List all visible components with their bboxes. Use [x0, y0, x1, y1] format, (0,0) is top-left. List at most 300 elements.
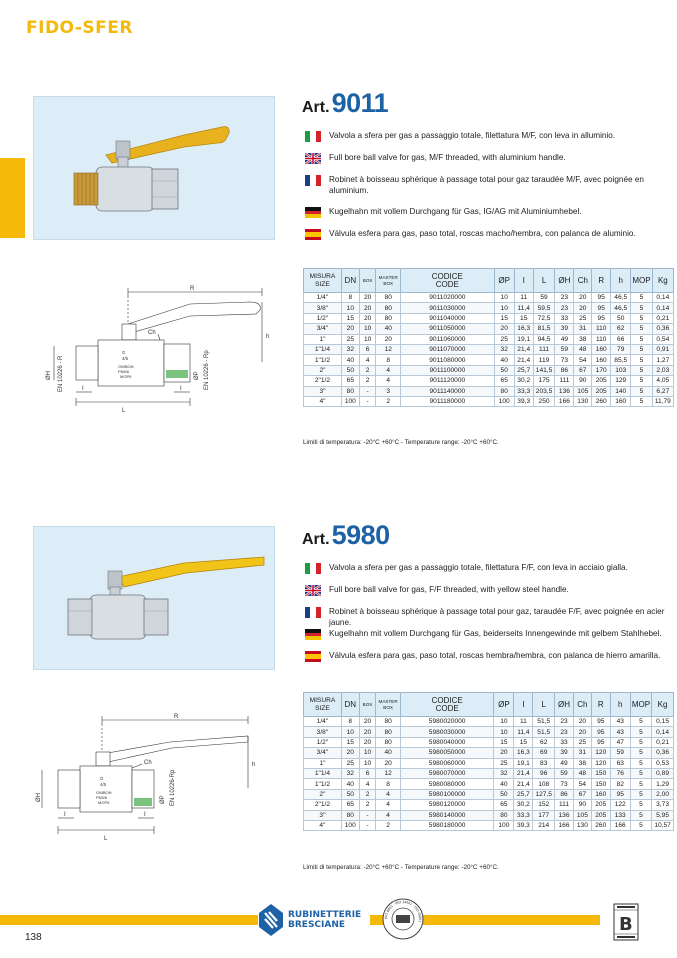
- table-cell: 4: [359, 355, 376, 365]
- table-cell: 205: [591, 800, 610, 810]
- table-cell: 1"1/2: [304, 355, 342, 365]
- table-cell: 39,3: [514, 820, 533, 830]
- table-cell: 8: [341, 717, 359, 727]
- table-cell: 20: [494, 748, 514, 758]
- col-h: h: [610, 693, 630, 717]
- table-cell: 31: [573, 748, 591, 758]
- table-cell: 9011050000: [401, 324, 495, 334]
- table-cell: 3": [304, 386, 342, 396]
- table-cell: 5980060000: [400, 758, 494, 768]
- table-cell: 39: [555, 324, 574, 334]
- table-cell: 100: [494, 396, 514, 406]
- table-cell: 32: [341, 768, 359, 778]
- table-row: [304, 810, 674, 820]
- table-body: [304, 717, 674, 831]
- french-flag-icon: [305, 175, 321, 186]
- technical-drawing-9011: [30, 282, 292, 422]
- table-cell: 40: [376, 324, 401, 334]
- table-cell: 250: [533, 396, 555, 406]
- table-cell: 5980100000: [400, 789, 494, 799]
- table-cell: 4": [304, 820, 342, 830]
- table-cell: 133: [610, 810, 630, 820]
- table-cell: 31: [574, 324, 592, 334]
- table-cell: 0,14: [652, 293, 673, 303]
- table-cell: 25: [494, 334, 514, 344]
- col-kg: Kg: [652, 693, 674, 717]
- table-cell: 5,95: [652, 810, 674, 820]
- table-cell: 15: [341, 737, 359, 747]
- table-cell: 9011070000: [401, 344, 495, 354]
- german-flag-icon: [305, 629, 321, 640]
- table-cell: 8: [376, 779, 400, 789]
- description-text: Valvola a sfera per gas a passaggio totale, filettatura M/F, con leva in alluminio.: [329, 131, 616, 140]
- table-cell: 100: [494, 820, 514, 830]
- table-cell: 152: [533, 800, 555, 810]
- table-cell: 94,5: [533, 334, 555, 344]
- valve-mark: GWBON: [96, 790, 112, 795]
- spec-table-9011: [303, 268, 674, 407]
- table-cell: 160: [592, 344, 611, 354]
- description-fr: [305, 174, 665, 196]
- table-cell: 0,21: [652, 737, 674, 747]
- table-cell: 86: [555, 789, 574, 799]
- description-text: Full bore ball valve for gas, M/F threaded, with aluminium handle.: [329, 153, 566, 162]
- table-cell: 122: [610, 800, 630, 810]
- table-cell: 51,5: [533, 717, 555, 727]
- table-cell: 5: [630, 800, 651, 810]
- table-cell: 25,7: [514, 365, 533, 375]
- dim-h-label: h: [266, 334, 270, 340]
- table-cell: 0,54: [652, 334, 673, 344]
- col-op: ØP: [494, 269, 514, 293]
- valve-mark: 4/5: [100, 782, 107, 787]
- table-cell: 105: [573, 810, 591, 820]
- table-cell: 1": [304, 334, 342, 344]
- table-cell: 5980070000: [400, 768, 494, 778]
- table-cell: 141,5: [533, 365, 555, 375]
- table-header-row: [304, 693, 674, 717]
- table-cell: 50: [341, 789, 359, 799]
- description-text: Robinet à boisseau sphérique à passage total pour gaz taraudée M/F, avec poignée en aluminium.: [329, 175, 644, 195]
- table-cell: 95: [610, 789, 630, 799]
- table-cell: 65: [341, 800, 359, 810]
- table-cell: 105: [574, 386, 592, 396]
- table-cell: 40: [494, 355, 514, 365]
- dim-i-label: I: [82, 386, 84, 392]
- table-cell: 11,4: [514, 303, 533, 313]
- product-photo-9011: [33, 96, 275, 240]
- table-cell: 73: [555, 355, 574, 365]
- table-cell: 19,1: [514, 758, 533, 768]
- table-cell: 20: [359, 303, 376, 313]
- table-cell: 82: [610, 779, 630, 789]
- col-dn: DN: [341, 269, 359, 293]
- col-r: R: [592, 269, 611, 293]
- product-photo-5980: [33, 526, 275, 670]
- table-cell: 6: [359, 344, 376, 354]
- table-cell: 50: [494, 789, 514, 799]
- table-row: [304, 293, 674, 303]
- table-cell: 23: [555, 727, 574, 737]
- iso-seal-text: ISO 9001 · ISO 14001 · ISO 45001: [383, 899, 423, 923]
- bonomi-group-stamp: [613, 903, 639, 941]
- table-cell: 67: [574, 365, 592, 375]
- table-cell: 23: [555, 717, 574, 727]
- table-cell: 67: [573, 789, 591, 799]
- table-cell: 66: [611, 334, 631, 344]
- table-cell: 170: [592, 365, 611, 375]
- col-kg: Kg: [652, 269, 673, 293]
- table-cell: 111: [555, 376, 574, 386]
- logo-line-1: RUBINETTERIE: [288, 910, 362, 920]
- uk-flag-icon: [305, 153, 321, 164]
- table-cell: 5: [630, 820, 651, 830]
- table-cell: 100: [341, 396, 359, 406]
- col-oh: ØH: [555, 693, 574, 717]
- temperature-note: Limiti di temperatura: -20°C +60°C - Temperature range: -20°C +60°C.: [303, 864, 499, 871]
- table-row: [304, 396, 674, 406]
- table-cell: 59: [555, 344, 574, 354]
- table-row: [304, 344, 674, 354]
- table-row: [304, 789, 674, 799]
- table-cell: 20: [341, 324, 359, 334]
- table-cell: 21,4: [514, 355, 533, 365]
- table-cell: 80: [341, 810, 359, 820]
- table-cell: 5980050000: [400, 748, 494, 758]
- table-cell: 95: [592, 303, 611, 313]
- table-cell: 80: [376, 727, 400, 737]
- table-cell: 5: [630, 737, 651, 747]
- table-cell: 30,2: [514, 800, 533, 810]
- table-cell: 20: [573, 727, 591, 737]
- col-op: ØP: [494, 693, 514, 717]
- table-cell: 25,7: [514, 789, 533, 799]
- technical-drawing-5980: [30, 706, 292, 846]
- table-cell: 95: [591, 717, 610, 727]
- table-cell: 5980080000: [400, 779, 494, 789]
- table-cell: 3": [304, 810, 342, 820]
- table-cell: 127,5: [533, 789, 555, 799]
- table-cell: 130: [574, 396, 592, 406]
- table-cell: 0,14: [652, 303, 673, 313]
- table-cell: 1/2": [304, 313, 342, 323]
- table-cell: 160: [611, 396, 631, 406]
- company-logo: [258, 900, 370, 940]
- table-cell: 5: [631, 396, 652, 406]
- table-cell: 80: [376, 717, 400, 727]
- dim-r-label: R: [190, 286, 195, 292]
- table-cell: 2"1/2: [304, 376, 342, 386]
- table-cell: 177: [533, 810, 555, 820]
- description-es: [305, 650, 665, 662]
- table-cell: 23: [555, 303, 574, 313]
- dim-l-label: L: [122, 408, 126, 414]
- table-cell: 0,36: [652, 748, 674, 758]
- table-cell: 1,29: [652, 779, 674, 789]
- table-cell: 32: [494, 344, 514, 354]
- dim-r-label: R: [174, 714, 179, 720]
- table-row: [304, 758, 674, 768]
- table-cell: 130: [573, 820, 591, 830]
- table-cell: 4: [376, 365, 401, 375]
- table-cell: 12: [376, 344, 401, 354]
- table-cell: 40: [341, 779, 359, 789]
- table-cell: 5: [630, 758, 651, 768]
- table-cell: 16,3: [514, 748, 533, 758]
- table-cell: 120: [591, 748, 610, 758]
- table-row: [304, 800, 674, 810]
- table-cell: 150: [591, 768, 610, 778]
- table-cell: 90: [573, 800, 591, 810]
- table-cell: -: [359, 396, 376, 406]
- table-cell: 50: [341, 365, 359, 375]
- table-row: [304, 768, 674, 778]
- col-ch: Ch: [574, 269, 592, 293]
- italian-flag-icon: [305, 131, 321, 142]
- table-cell: 0,89: [652, 768, 674, 778]
- table-cell: 50: [494, 365, 514, 375]
- col-r: R: [591, 693, 610, 717]
- table-cell: 4": [304, 396, 342, 406]
- dim-ch-label: Ch: [144, 760, 152, 766]
- spanish-flag-icon: [305, 229, 321, 240]
- table-cell: 0,15: [652, 717, 674, 727]
- table-cell: 1"1/4: [304, 768, 342, 778]
- table-cell: 0,91: [652, 344, 673, 354]
- table-cell: 90: [574, 376, 592, 386]
- table-cell: 59,5: [533, 303, 555, 313]
- table-cell: 9011080000: [401, 355, 495, 365]
- table-cell: 6: [359, 768, 376, 778]
- table-cell: 12: [376, 768, 400, 778]
- table-cell: 1/4": [304, 293, 342, 303]
- article-number: 5980: [331, 520, 390, 550]
- table-cell: 0,21: [652, 313, 673, 323]
- description-en: [305, 584, 665, 596]
- table-cell: 10: [359, 758, 376, 768]
- table-cell: 1": [304, 758, 342, 768]
- dim-h-label: h: [252, 762, 256, 768]
- table-cell: 15: [494, 313, 514, 323]
- description-text: Kugelhahn mit vollem Durchgang für Gas, beiderseits Innengewinde mit gelbem Stahlhebel.: [329, 629, 662, 638]
- col-dn: DN: [341, 693, 359, 717]
- table-cell: 205: [592, 386, 611, 396]
- table-cell: 0,36: [652, 324, 673, 334]
- table-cell: 95: [592, 293, 611, 303]
- table-cell: 3/8": [304, 727, 342, 737]
- dim-ch-label: Ch: [148, 330, 156, 336]
- table-cell: 4: [376, 789, 400, 799]
- uk-flag-icon: [305, 585, 321, 596]
- table-cell: 260: [592, 396, 611, 406]
- table-cell: 1/4": [304, 717, 342, 727]
- table-cell: 39: [555, 748, 574, 758]
- table-cell: 46,5: [611, 293, 631, 303]
- table-cell: 3/8": [304, 303, 342, 313]
- dim-oh-label: ØH: [46, 371, 52, 380]
- table-cell: 15: [341, 313, 359, 323]
- logo-line-2: BRESCIANE: [288, 920, 346, 930]
- col-l: L: [533, 693, 555, 717]
- table-row: [304, 334, 674, 344]
- table-cell: 260: [591, 820, 610, 830]
- spanish-flag-icon: [305, 651, 321, 662]
- table-cell: 10: [494, 717, 514, 727]
- table-cell: 80: [494, 810, 514, 820]
- dim-op-label: ØP: [194, 371, 200, 380]
- table-cell: 20: [376, 758, 400, 768]
- col-misura: MISURA SIZE: [304, 269, 342, 293]
- table-cell: 2: [359, 800, 376, 810]
- table-cell: 9011040000: [401, 313, 495, 323]
- table-cell: 20: [573, 717, 591, 727]
- table-cell: 129: [611, 376, 631, 386]
- table-cell: 120: [591, 758, 610, 768]
- table-cell: 25: [341, 334, 359, 344]
- col-h: h: [611, 269, 631, 293]
- table-cell: 103: [611, 365, 631, 375]
- table-cell: -: [359, 810, 376, 820]
- col-oh: ØH: [555, 269, 574, 293]
- table-cell: 119: [533, 355, 555, 365]
- table-cell: 21,4: [514, 344, 533, 354]
- table-cell: 5: [631, 313, 652, 323]
- table-row: [304, 820, 674, 830]
- col-i: I: [514, 693, 533, 717]
- table-cell: 86: [555, 365, 574, 375]
- table-row: [304, 737, 674, 747]
- table-cell: 76: [610, 768, 630, 778]
- table-cell: 100: [341, 820, 359, 830]
- table-cell: 20: [359, 313, 376, 323]
- table-cell: 25: [574, 313, 592, 323]
- table-cell: -: [359, 386, 376, 396]
- table-cell: 166: [555, 396, 574, 406]
- table-cell: 166: [555, 820, 574, 830]
- table-cell: 95: [592, 313, 611, 323]
- ball-valve-aluminium-handle-icon: [34, 97, 276, 241]
- table-cell: 43: [610, 727, 630, 737]
- table-cell: 175: [533, 376, 555, 386]
- german-flag-icon: [305, 207, 321, 218]
- table-cell: 2: [376, 396, 401, 406]
- table-cell: 5: [631, 303, 652, 313]
- table-cell: 5980020000: [400, 717, 494, 727]
- table-cell: 23: [555, 293, 574, 303]
- table-cell: 10: [359, 748, 376, 758]
- table-cell: 5: [631, 293, 652, 303]
- table-cell: 81,5: [533, 324, 555, 334]
- table-cell: 160: [591, 789, 610, 799]
- table-cell: 49: [555, 758, 574, 768]
- table-cell: 59: [533, 293, 555, 303]
- table-cell: 5: [631, 365, 652, 375]
- table-cell: 33,3: [514, 386, 533, 396]
- table-cell: 10: [359, 324, 376, 334]
- col-box: BOX: [359, 269, 376, 293]
- dim-i-label: I: [180, 386, 182, 392]
- table-cell: 15: [494, 737, 514, 747]
- table-header-row: [304, 269, 674, 293]
- temperature-note: Limiti di temperatura: -20°C +60°C - Temperature range: -20°C +60°C.: [303, 439, 499, 446]
- col-mop: MOP: [630, 693, 651, 717]
- table-cell: 5: [630, 779, 651, 789]
- table-cell: 59: [555, 768, 574, 778]
- table-cell: 16,3: [514, 324, 533, 334]
- table-cell: 15: [514, 313, 533, 323]
- table-cell: 160: [592, 355, 611, 365]
- table-cell: 20: [376, 334, 401, 344]
- table-cell: 5: [631, 324, 652, 334]
- table-cell: 2: [359, 376, 376, 386]
- table-cell: 33: [555, 313, 574, 323]
- table-cell: 10: [494, 303, 514, 313]
- table-cell: 9011180000: [401, 396, 495, 406]
- table-cell: 65: [341, 376, 359, 386]
- table-cell: 10: [341, 303, 359, 313]
- table-cell: 20: [359, 293, 376, 303]
- table-cell: 21,4: [514, 768, 533, 778]
- thread-spec-label: EN 10226 - Rp: [204, 350, 210, 390]
- table-cell: 136: [555, 810, 574, 820]
- table-cell: 4: [376, 810, 400, 820]
- table-cell: 20: [574, 303, 592, 313]
- col-mop: MOP: [631, 269, 652, 293]
- description-fr: [305, 606, 665, 628]
- table-cell: 205: [591, 810, 610, 820]
- table-cell: 32: [341, 344, 359, 354]
- col-codice: CODICE CODE: [401, 269, 495, 293]
- table-cell: 11: [514, 717, 533, 727]
- description-text: Kugelhahn mit vollem Durchgang für Gas, IG/AG mit Aluminiumhebel.: [329, 207, 582, 216]
- table-cell: 21,4: [514, 779, 533, 789]
- table-cell: 62: [611, 324, 631, 334]
- table-cell: 80: [341, 386, 359, 396]
- table-cell: 2: [376, 820, 400, 830]
- description-text: Válvula esfera para gas, paso total, roscas macho/hembra, con palanca de aluminio.: [329, 229, 636, 238]
- table-cell: 5980040000: [400, 737, 494, 747]
- table-cell: 47: [610, 737, 630, 747]
- table-cell: 54: [574, 355, 592, 365]
- table-cell: 20: [359, 737, 376, 747]
- table-cell: 95: [591, 727, 610, 737]
- table-row: [304, 324, 674, 334]
- spec-table-5980: [303, 692, 674, 831]
- table-cell: 65: [494, 800, 514, 810]
- table-cell: 3/4": [304, 324, 342, 334]
- col-l: L: [533, 269, 555, 293]
- col-i: I: [514, 269, 533, 293]
- col-misura: MISURA SIZE: [304, 693, 342, 717]
- table-cell: 20: [359, 717, 376, 727]
- table-row: [304, 376, 674, 386]
- table-cell: 30,2: [514, 376, 533, 386]
- table-cell: 140: [611, 386, 631, 396]
- table-cell: 39,3: [514, 396, 533, 406]
- table-row: [304, 355, 674, 365]
- table-cell: 11: [514, 293, 533, 303]
- table-cell: 136: [555, 386, 574, 396]
- table-cell: 11,4: [514, 727, 533, 737]
- table-cell: 46,5: [611, 303, 631, 313]
- table-row: [304, 717, 674, 727]
- table-cell: 2,03: [652, 365, 673, 375]
- table-cell: 5: [631, 376, 652, 386]
- valve-mark: PN5/6: [96, 795, 108, 800]
- table-cell: 43: [610, 717, 630, 727]
- col-master-box: MASTER BOX: [376, 693, 400, 717]
- table-cell: 3: [376, 386, 401, 396]
